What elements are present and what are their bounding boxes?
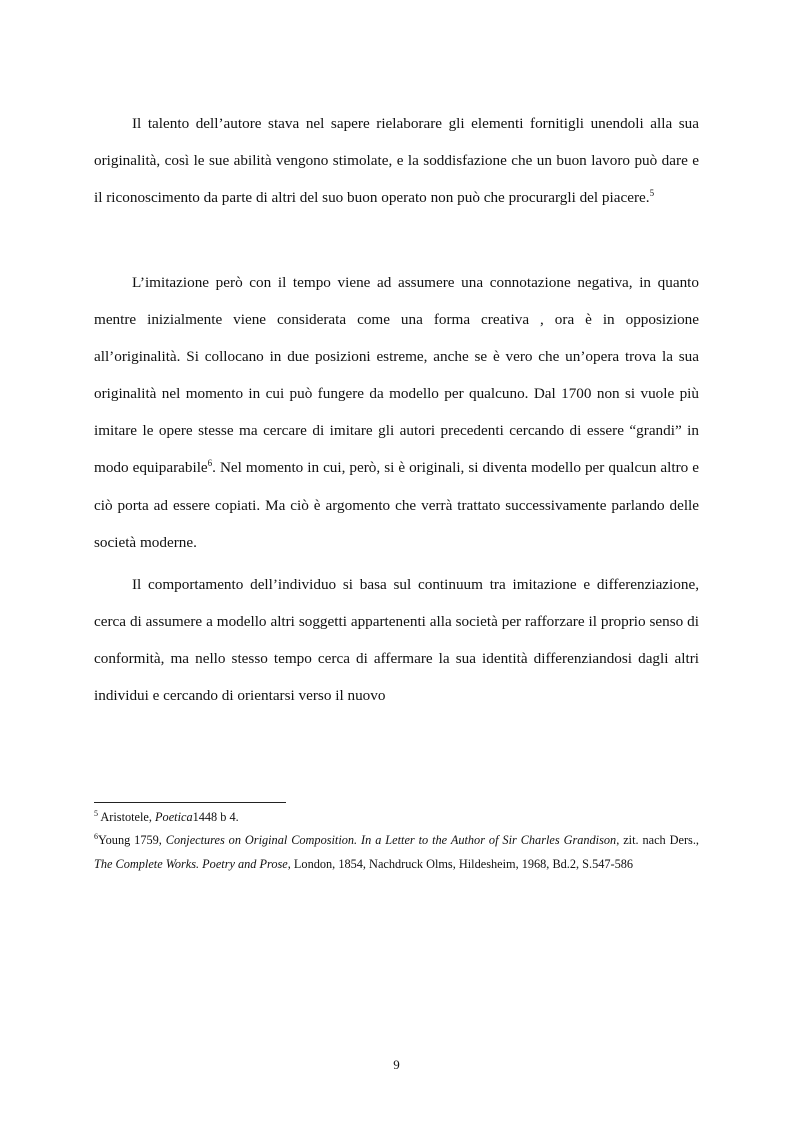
footnote-text: Young 1759, bbox=[98, 833, 166, 847]
paragraph-text-continued: . Nel momento in cui, però, si è originali, si diventa modello per qualcun altro e ciò porta ad essere copiati. Ma ciò è argomento che verrà trattato successivamente parlando delle società moderne. bbox=[94, 459, 699, 551]
footnote-collection-title: The Complete Works. Poetry and Prose bbox=[94, 856, 288, 871]
paragraph-text: L’imitazione però con il tempo viene ad assumere una connotazione negativa, in quanto mentre inizialmente viene considerata come una forma creativa , ora è in opposizione all’originalità. Si collocano in due posizioni estreme, anche se è vero che un’opera trova la sua originalità nel momento in cui può fungere da modello per qualcuno. Dal 1700 non si vuole più imitare le opere stesse ma cercare di imitare gli autori precedenti cercando di essere “grandi” in modo equiparabile bbox=[94, 274, 699, 477]
footnote-separator bbox=[94, 802, 286, 803]
body-paragraph-2 bbox=[94, 264, 699, 561]
footnote-6 bbox=[94, 829, 699, 876]
paragraph-text: Il comportamento dell’individuo si basa sul continuum tra imitazione e differenziazione, cerca di assumere a modello altri soggetti appartenenti alla società per rafforzare il proprio senso di conformità, ma nello stesso tempo cerca di affermare la sua identità differenziandosi dagli altri individui e cercando di orientarsi verso il nuovo bbox=[94, 576, 699, 705]
footnote-5 bbox=[94, 806, 699, 830]
footnote-number: 6 bbox=[94, 832, 98, 841]
footnote-work-title: Conjectures on Original Composition. In a Letter to the Author of Sir Charles Grandison bbox=[165, 833, 617, 847]
footnote-text: 1448 b 4. bbox=[192, 810, 239, 824]
footnote-reference-5[interactable]: 5 bbox=[649, 188, 655, 199]
paragraph-text: Il talento dell’autore stava nel sapere rielaborare gli elementi fornitigli unendoli alla sua originalità, così le sue abilità vengono stimolate, e la soddisfazione che un buon lavoro può dare e il riconoscimento da parte di altri del suo buon operato non può che procurargli del piacere. bbox=[94, 115, 699, 207]
footnote-text: Aristotele, bbox=[98, 810, 156, 824]
footnote-text: , London, 1854, Nachdruck Olms, Hildesheim, 1968, Bd.2, S.547-586 bbox=[287, 856, 634, 871]
footnote-text: , zit. nach Ders., bbox=[616, 833, 699, 847]
page-number: 9 bbox=[393, 1057, 400, 1072]
body-paragraph-3 bbox=[94, 566, 699, 714]
footnote-work-title: Poetica bbox=[155, 810, 193, 824]
footnote-number: 5 bbox=[94, 809, 98, 818]
body-paragraph-1 bbox=[94, 105, 699, 216]
footnote-reference-6[interactable]: 6 bbox=[207, 458, 213, 469]
